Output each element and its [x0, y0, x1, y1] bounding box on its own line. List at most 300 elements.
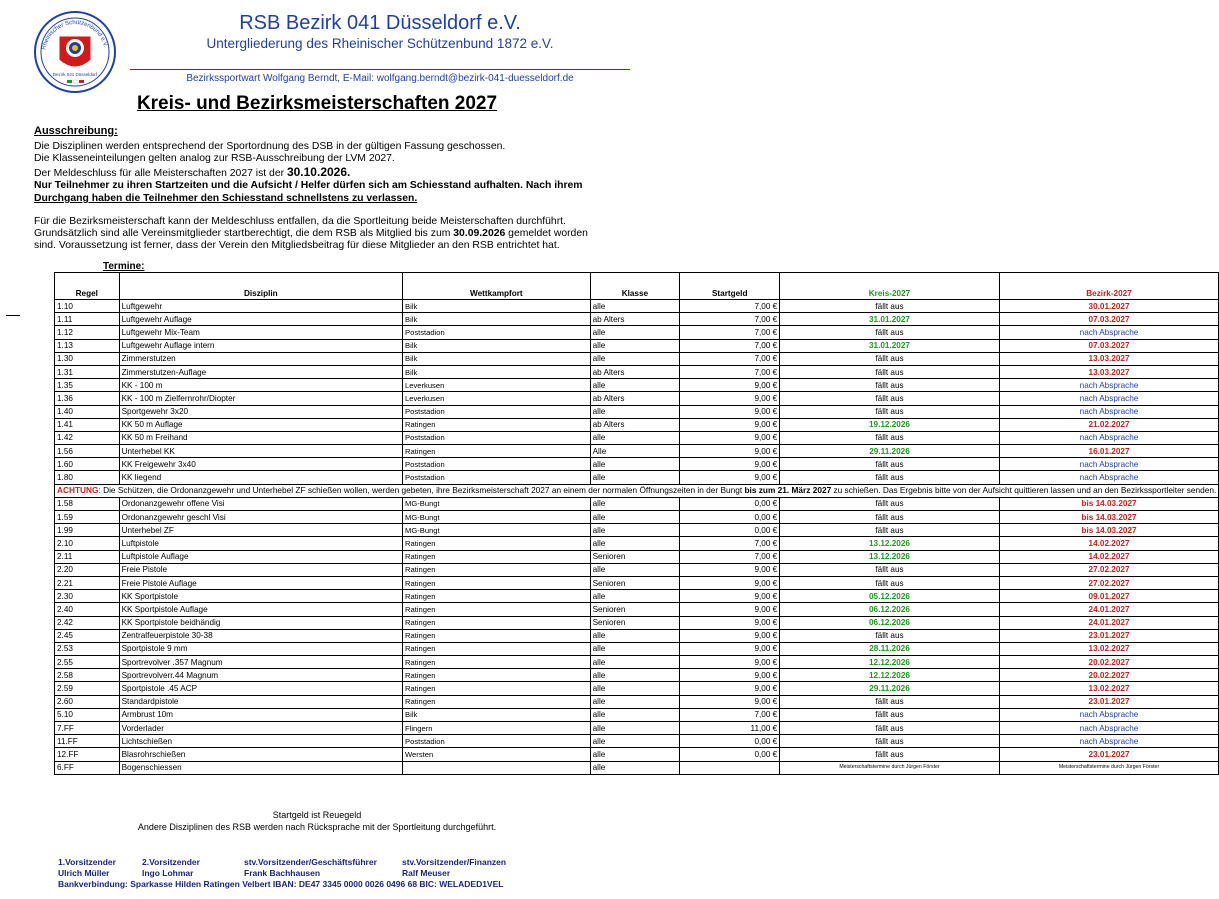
cell-wettkampfort: Ratingen: [403, 603, 591, 616]
page-title: Kreis- und Bezirksmeisterschaften 2027: [136, 93, 498, 114]
cell-startgeld: 9,00 €: [680, 563, 780, 576]
cell-bezirk: 16.01.2027: [999, 445, 1219, 458]
cell-startgeld: 9,00 €: [680, 576, 780, 589]
cell-wettkampfort: Leverkusen: [403, 392, 591, 405]
cell-disziplin: Zimmerstutzen-Auflage: [119, 365, 402, 378]
footer-name: Ingo Lohmar: [142, 868, 194, 878]
club-subtitle: Untergliederung des Rheinischer Schützenbund 1872 e.V.: [206, 36, 554, 51]
cell-klasse: alle: [590, 563, 680, 576]
paragraph: Nur Teilnehmer zu ihren Startzeiten und die Aufsicht / Helfer dürfen sich am Schiesstand aufhalten. Nach ihrem: [34, 180, 583, 191]
cell-bezirk: 24.01.2027: [999, 616, 1219, 629]
cell-klasse: Senioren: [590, 550, 680, 563]
cell-disziplin: Bogenschiessen: [119, 761, 402, 774]
cell-bezirk: 13.02.2027: [999, 682, 1219, 695]
cell-disziplin: Luftgewehr Mix-Team: [119, 326, 402, 339]
cell-regel: 5.10: [55, 708, 120, 721]
cell-wettkampfort: Ratingen: [403, 537, 591, 550]
cell-kreis: 12.12.2026: [780, 656, 1000, 669]
table-row: [55, 616, 1219, 629]
cell-regel: 2.60: [55, 695, 120, 708]
cell-wettkampfort: Bilk: [403, 339, 591, 352]
table-row: [55, 550, 1219, 563]
cell-kreis: fällt aus: [780, 722, 1000, 735]
table-header-row: [55, 273, 1219, 300]
cell-wettkampfort: Ratingen: [403, 590, 591, 603]
cell-kreis: 19.12.2026: [780, 418, 1000, 431]
cell-regel: 2.20: [55, 563, 120, 576]
cell-startgeld: 9,00 €: [680, 695, 780, 708]
cell-disziplin: KK - 100 m: [119, 379, 402, 392]
cell-klasse: alle: [590, 722, 680, 735]
cell-wettkampfort: Ratingen: [403, 695, 591, 708]
cell-startgeld: 9,00 €: [680, 418, 780, 431]
cell-disziplin: Luftgewehr Auflage intern: [119, 339, 402, 352]
cell-wettkampfort: Poststadion: [403, 735, 591, 748]
cell-bezirk: 13.02.2027: [999, 642, 1219, 655]
cell-regel: 2.40: [55, 603, 120, 616]
cell-startgeld: 9,00 €: [680, 682, 780, 695]
paragraph: Die Klasseneinteilungen gelten analog zur RSB-Ausschreibung der LVM 2027.: [34, 153, 395, 164]
table-row: [55, 656, 1219, 669]
cell-wettkampfort: MG-Bungt: [403, 524, 591, 537]
cell-regel: 6.FF: [55, 761, 120, 774]
table-row: [55, 497, 1219, 510]
cell-klasse: alle: [590, 326, 680, 339]
cell-startgeld: 7,00 €: [680, 550, 780, 563]
cell-startgeld: 9,00 €: [680, 431, 780, 444]
cell-regel: 2.30: [55, 590, 120, 603]
cell-disziplin: KK 50 m Auflage: [119, 418, 402, 431]
cell-regel: 2.45: [55, 629, 120, 642]
cell-klasse: alle: [590, 352, 680, 365]
cell-kreis: fällt aus: [780, 326, 1000, 339]
table-row: [55, 669, 1219, 682]
deadline-date: 30.10.2026.: [286, 165, 351, 179]
cell-startgeld: 7,00 €: [680, 352, 780, 365]
cell-kreis: 05.12.2026: [780, 590, 1000, 603]
paragraph: sind. Voraussetzung ist ferner, dass der Verein den Mitgliedsbeitrag für diese Mitglieder an den RSB entrichtet hat.: [34, 240, 560, 251]
cell-klasse: alle: [590, 300, 680, 313]
cell-wettkampfort: Leverkusen: [403, 379, 591, 392]
section-title: Ausschreibung:: [34, 125, 118, 137]
cell-bezirk: bis 14.03.2027: [999, 524, 1219, 537]
cell-klasse: Senioren: [590, 616, 680, 629]
table-row: [55, 431, 1219, 444]
col-klasse: Klasse: [590, 273, 680, 300]
cell-startgeld: 7,00 €: [680, 365, 780, 378]
cell-regel: 2.42: [55, 616, 120, 629]
cell-regel: 1.35: [55, 379, 120, 392]
col-bezirk: Bezirk-2027: [999, 273, 1219, 300]
other-disciplines-note: Andere Disziplinen des RSB werden nach Rücksprache mit der Sportleitung durchgeführt.: [137, 822, 497, 832]
cell-klasse: alle: [590, 497, 680, 510]
table-row: [55, 471, 1219, 484]
cell-kreis: fällt aus: [780, 524, 1000, 537]
cell-regel: 2.11: [55, 550, 120, 563]
cell-klasse: alle: [590, 405, 680, 418]
cell-disziplin: Luftgewehr: [119, 300, 402, 313]
cell-bezirk: 07.03.2027: [999, 339, 1219, 352]
cell-wettkampfort: Poststadion: [403, 471, 591, 484]
cell-disziplin: KK liegend: [119, 471, 402, 484]
cell-disziplin: Luftpistole: [119, 537, 402, 550]
cell-disziplin: Standardpistole: [119, 695, 402, 708]
cell-startgeld: 9,00 €: [680, 629, 780, 642]
cell-bezirk: nach Absprache: [999, 326, 1219, 339]
cell-disziplin: Armbrust 10m: [119, 708, 402, 721]
cell-disziplin: Zimmerstutzen: [119, 352, 402, 365]
cell-disziplin: KK Freigewehr 3x40: [119, 458, 402, 471]
cell-klasse: alle: [590, 656, 680, 669]
svg-text:Bezirk 041 Düsseldorf: Bezirk 041 Düsseldorf: [52, 72, 98, 77]
cell-klasse: alle: [590, 695, 680, 708]
table-row: [55, 537, 1219, 550]
cell-bezirk: bis 14.03.2027: [999, 497, 1219, 510]
cell-startgeld: 9,00 €: [680, 471, 780, 484]
footer-role: stv.Vorsitzender/Geschäftsführer: [244, 857, 377, 867]
cell-disziplin: Sportpistole 9 mm: [119, 642, 402, 655]
cell-disziplin: Blasrohrschießen: [119, 748, 402, 761]
cell-bezirk: nach Absprache: [999, 722, 1219, 735]
cell-wettkampfort: Poststadion: [403, 458, 591, 471]
cell-klasse: alle: [590, 524, 680, 537]
table-row: [55, 748, 1219, 761]
cell-kreis: 31.01.2027: [780, 339, 1000, 352]
col-regel: Regel: [55, 273, 120, 300]
cell-kreis: fällt aus: [780, 563, 1000, 576]
cell-wettkampfort: Poststadion: [403, 326, 591, 339]
cell-kreis: fällt aus: [780, 511, 1000, 524]
cell-startgeld: 7,00 €: [680, 326, 780, 339]
cell-regel: 1.30: [55, 352, 120, 365]
cell-startgeld: 7,00 €: [680, 300, 780, 313]
cell-wettkampfort: Ratingen: [403, 616, 591, 629]
table-row: [55, 682, 1219, 695]
cell-startgeld: 11,00 €: [680, 722, 780, 735]
cell-regel: 1.12: [55, 326, 120, 339]
cell-startgeld: 9,00 €: [680, 642, 780, 655]
cell-bezirk: 24.01.2027: [999, 603, 1219, 616]
cell-disziplin: Luftpistole Auflage: [119, 550, 402, 563]
cell-kreis: fällt aus: [780, 365, 1000, 378]
cell-regel: 2.53: [55, 642, 120, 655]
col-disziplin: Disziplin: [119, 273, 402, 300]
cell-regel: 1.58: [55, 497, 120, 510]
cell-kreis: 28.11.2026: [780, 642, 1000, 655]
cell-regel: 2.55: [55, 656, 120, 669]
cell-bezirk: nach Absprache: [999, 431, 1219, 444]
cell-regel: 1.40: [55, 405, 120, 418]
table-row: [55, 352, 1219, 365]
table-row: [55, 642, 1219, 655]
table-row: [55, 392, 1219, 405]
cell-startgeld: 0,00 €: [680, 524, 780, 537]
col-wettkampfort: Wettkampfort: [403, 273, 591, 300]
cell-klasse: ab Alters: [590, 313, 680, 326]
cell-disziplin: Unterhebel ZF: [119, 524, 402, 537]
table-row: [55, 735, 1219, 748]
cell-wettkampfort: Bilk: [403, 313, 591, 326]
cell-regel: 1.13: [55, 339, 120, 352]
cell-disziplin: Sportrevolverr.44 Magnum: [119, 669, 402, 682]
cell-startgeld: 0,00 €: [680, 511, 780, 524]
cell-kreis: fällt aus: [780, 576, 1000, 589]
cell-kreis: Meisterschaftstermine durch Jürgen Förster: [780, 761, 1000, 774]
table-row: [55, 722, 1219, 735]
cell-bezirk: 23.01.2027: [999, 695, 1219, 708]
cell-disziplin: Lichtschießen: [119, 735, 402, 748]
cell-bezirk: 07.03.2027: [999, 313, 1219, 326]
cell-regel: 2.21: [55, 576, 120, 589]
table-row: [55, 603, 1219, 616]
cell-klasse: Senioren: [590, 576, 680, 589]
cell-bezirk: 21.02.2027: [999, 418, 1219, 431]
cell-bezirk: 20.02.2027: [999, 669, 1219, 682]
cell-bezirk: 27.02.2027: [999, 576, 1219, 589]
table-row: [55, 326, 1219, 339]
svg-text:Rheinischer Schützenbund e.V.: Rheinischer Schützenbund e.V.: [41, 19, 109, 51]
cell-regel: 7.FF: [55, 722, 120, 735]
cell-kreis: 29.11.2026: [780, 445, 1000, 458]
cell-kreis: fällt aus: [780, 497, 1000, 510]
cell-bezirk: 23.01.2027: [999, 629, 1219, 642]
cell-regel: 2.59: [55, 682, 120, 695]
cell-wettkampfort: Bilk: [403, 352, 591, 365]
cell-bezirk: 14.02.2027: [999, 550, 1219, 563]
cell-startgeld: 7,00 €: [680, 537, 780, 550]
cell-wettkampfort: Ratingen: [403, 656, 591, 669]
cell-wettkampfort: Ratingen: [403, 642, 591, 655]
paragraph: Durchgang haben die Teilnehmer den Schiesstand schnellstens zu verlassen.: [34, 193, 418, 204]
cell-disziplin: KK 50 m Freihand: [119, 431, 402, 444]
cell-klasse: alle: [590, 708, 680, 721]
cell-wettkampfort: Ratingen: [403, 576, 591, 589]
cell-bezirk: nach Absprache: [999, 392, 1219, 405]
notice-cell: ACHTUNG: Die Schützen, die Ordonanzgewehr und Unterhebel ZF schießen wollen, werden gebeten, ihre Bezirksmeisterschaft 2027 an einem der normalen Öffnungszeiten in der Bungt bis zum 21. März 2027 zu schießen. Das Ergebnis bitte von der Aufsicht quittieren lassen und an den Bezirkssportleiter senden.: [55, 484, 1219, 497]
cell-startgeld: 9,00 €: [680, 656, 780, 669]
cell-bezirk: 23.01.2027: [999, 748, 1219, 761]
cell-disziplin: Unterhebel KK: [119, 445, 402, 458]
cell-kreis: fällt aus: [780, 379, 1000, 392]
cell-wettkampfort: Bilk: [403, 300, 591, 313]
footer-name: Frank Bachhausen: [244, 868, 321, 878]
cell-kreis: fällt aus: [780, 471, 1000, 484]
cell-bezirk: 09.01.2027: [999, 590, 1219, 603]
cell-klasse: alle: [590, 748, 680, 761]
cell-klasse: alle: [590, 735, 680, 748]
cell-disziplin: Luftgewehr Auflage: [119, 313, 402, 326]
paragraph: Für die Bezirksmeisterschaft kann der Meldeschluss entfallen, da die Sportleitung beide Meisterschaften durchführt.: [34, 216, 566, 227]
cell-klasse: ab Alters: [590, 365, 680, 378]
cell-disziplin: Zentralfeuerpistole 30-38: [119, 629, 402, 642]
cell-wettkampfort: Poststadion: [403, 405, 591, 418]
cell-disziplin: KK Sportpistole Auflage: [119, 603, 402, 616]
cell-klasse: alle: [590, 379, 680, 392]
table-row: [55, 405, 1219, 418]
cell-kreis: fällt aus: [780, 392, 1000, 405]
table-row: [55, 524, 1219, 537]
cell-startgeld: 0,00 €: [680, 497, 780, 510]
cell-kreis: fällt aus: [780, 431, 1000, 444]
cell-kreis: fällt aus: [780, 458, 1000, 471]
cell-wettkampfort: Ratingen: [403, 563, 591, 576]
cell-wettkampfort: Wersten: [403, 748, 591, 761]
cell-wettkampfort: Poststadion: [403, 431, 591, 444]
cell-regel: 1.99: [55, 524, 120, 537]
cell-wettkampfort: Ratingen: [403, 418, 591, 431]
header-divider: [130, 69, 630, 70]
table-row: [55, 445, 1219, 458]
club-logo: [33, 10, 117, 94]
cell-kreis: fällt aus: [780, 405, 1000, 418]
cell-startgeld: 0,00 €: [680, 735, 780, 748]
cell-disziplin: Sportpistole .45 ACP: [119, 682, 402, 695]
cell-disziplin: KK Sportpistole: [119, 590, 402, 603]
footer-role: stv.Vorsitzender/Finanzen: [402, 857, 507, 867]
notice-row: [55, 484, 1219, 497]
cell-bezirk: 30.01.2027: [999, 300, 1219, 313]
col-kreis: Kreis-2027: [780, 273, 1000, 300]
cell-klasse: alle: [590, 431, 680, 444]
cell-regel: 1.80: [55, 471, 120, 484]
cell-klasse: alle: [590, 669, 680, 682]
table-row: [55, 511, 1219, 524]
cell-bezirk: nach Absprache: [999, 708, 1219, 721]
cell-bezirk: nach Absprache: [999, 379, 1219, 392]
cell-bezirk: nach Absprache: [999, 458, 1219, 471]
paragraph: Der Meldeschluss für alle Meisterschaften 2027 ist der 30.10.2026.: [34, 165, 351, 179]
cell-startgeld: 7,00 €: [680, 708, 780, 721]
cell-wettkampfort: Bilk: [403, 365, 591, 378]
cell-regel: 1.56: [55, 445, 120, 458]
cell-kreis: fällt aus: [780, 300, 1000, 313]
col-startgeld: Startgeld: [680, 273, 780, 300]
cell-wettkampfort: Flingern: [403, 722, 591, 735]
cell-wettkampfort: Ratingen: [403, 550, 591, 563]
cell-wettkampfort: Ratingen: [403, 445, 591, 458]
footer-role: 1.Vorsitzender: [58, 857, 116, 867]
cell-startgeld: 9,00 €: [680, 669, 780, 682]
cell-wettkampfort: Bilk: [403, 708, 591, 721]
cell-regel: 11.FF: [55, 735, 120, 748]
member-date: 30.09.2026: [453, 228, 506, 239]
cell-startgeld: 9,00 €: [680, 458, 780, 471]
cell-regel: 1.41: [55, 418, 120, 431]
cell-disziplin: KK Sportpistole beidhändig: [119, 616, 402, 629]
cell-regel: 1.42: [55, 431, 120, 444]
cell-startgeld: 7,00 €: [680, 313, 780, 326]
table-row: [55, 379, 1219, 392]
cell-wettkampfort: [403, 761, 591, 774]
cell-regel: 1.36: [55, 392, 120, 405]
cell-wettkampfort: MG-Bungt: [403, 497, 591, 510]
cell-disziplin: Freie Pistole: [119, 563, 402, 576]
termine-label: Termine:: [103, 261, 145, 272]
cell-klasse: ab Alters: [590, 392, 680, 405]
cell-wettkampfort: Ratingen: [403, 682, 591, 695]
cell-bezirk: bis 14.03.2027: [999, 511, 1219, 524]
cell-disziplin: Freie Pistole Auflage: [119, 576, 402, 589]
table-row: [55, 365, 1219, 378]
cell-klasse: alle: [590, 761, 680, 774]
cell-startgeld: 9,00 €: [680, 379, 780, 392]
cell-klasse: alle: [590, 471, 680, 484]
paragraph: Grundsätzlich sind alle Vereinsmitglieder startberechtigt, die dem RSB als Mitglied bis zum 30.09.2026 gemeldet worden: [34, 228, 588, 239]
cell-kreis: fällt aus: [780, 352, 1000, 365]
schedule-table: [54, 272, 1219, 775]
cell-regel: 1.60: [55, 458, 120, 471]
cell-klasse: alle: [590, 537, 680, 550]
cell-wettkampfort: Ratingen: [403, 629, 591, 642]
table-row: [55, 339, 1219, 352]
table-row: [55, 300, 1219, 313]
cell-startgeld: 9,00 €: [680, 392, 780, 405]
cell-kreis: fällt aus: [780, 695, 1000, 708]
table-row: [55, 761, 1219, 774]
table-row: [55, 629, 1219, 642]
club-name: RSB Bezirk 041 Düsseldorf e.V.: [239, 12, 521, 34]
cell-klasse: alle: [590, 682, 680, 695]
cell-startgeld: 9,00 €: [680, 603, 780, 616]
cell-kreis: fällt aus: [780, 735, 1000, 748]
cell-klasse: alle: [590, 642, 680, 655]
footer-role: 2.Vorsitzender: [142, 857, 200, 867]
table-row: [55, 590, 1219, 603]
cell-wettkampfort: Ratingen: [403, 669, 591, 682]
cell-bezirk: 13.03.2027: [999, 352, 1219, 365]
cell-startgeld: 7,00 €: [680, 339, 780, 352]
cell-startgeld: 9,00 €: [680, 445, 780, 458]
table-row: [55, 576, 1219, 589]
startgeld-note: Startgeld ist Reuegeld: [272, 810, 362, 820]
cell-bezirk: 27.02.2027: [999, 563, 1219, 576]
cell-regel: 2.10: [55, 537, 120, 550]
cell-regel: 1.11: [55, 313, 120, 326]
cell-kreis: fällt aus: [780, 708, 1000, 721]
paragraph: Die Disziplinen werden entsprechend der Sportordnung des DSB in der gültigen Fassung geschossen.: [34, 141, 506, 152]
cell-disziplin: KK - 100 m Zielfernrohr/Diopter: [119, 392, 402, 405]
table-row: [55, 418, 1219, 431]
cell-kreis: 06.12.2026: [780, 616, 1000, 629]
cell-klasse: alle: [590, 629, 680, 642]
cell-bezirk: 20.02.2027: [999, 656, 1219, 669]
cell-bezirk: 14.02.2027: [999, 537, 1219, 550]
table-row: [55, 708, 1219, 721]
cell-startgeld: 0,00 €: [680, 748, 780, 761]
cell-kreis: 31.01.2027: [780, 313, 1000, 326]
cell-kreis: 12.12.2026: [780, 669, 1000, 682]
cell-kreis: fällt aus: [780, 748, 1000, 761]
cell-bezirk: nach Absprache: [999, 471, 1219, 484]
cell-klasse: alle: [590, 339, 680, 352]
cell-bezirk: Meisterschaftstermine durch Jürgen Förster: [999, 761, 1219, 774]
cell-klasse: Alle: [590, 445, 680, 458]
cell-startgeld: [680, 761, 780, 774]
cell-kreis: 06.12.2026: [780, 603, 1000, 616]
cell-regel: 1.59: [55, 511, 120, 524]
cell-kreis: fällt aus: [780, 629, 1000, 642]
cell-kreis: 29.11.2026: [780, 682, 1000, 695]
cell-disziplin: Vorderlader: [119, 722, 402, 735]
cell-startgeld: 9,00 €: [680, 590, 780, 603]
cell-regel: 12.FF: [55, 748, 120, 761]
cell-kreis: 13.12.2026: [780, 550, 1000, 563]
table-row: [55, 695, 1219, 708]
cell-bezirk: nach Absprache: [999, 405, 1219, 418]
cell-klasse: alle: [590, 590, 680, 603]
cell-klasse: Senioren: [590, 603, 680, 616]
cell-startgeld: 9,00 €: [680, 405, 780, 418]
